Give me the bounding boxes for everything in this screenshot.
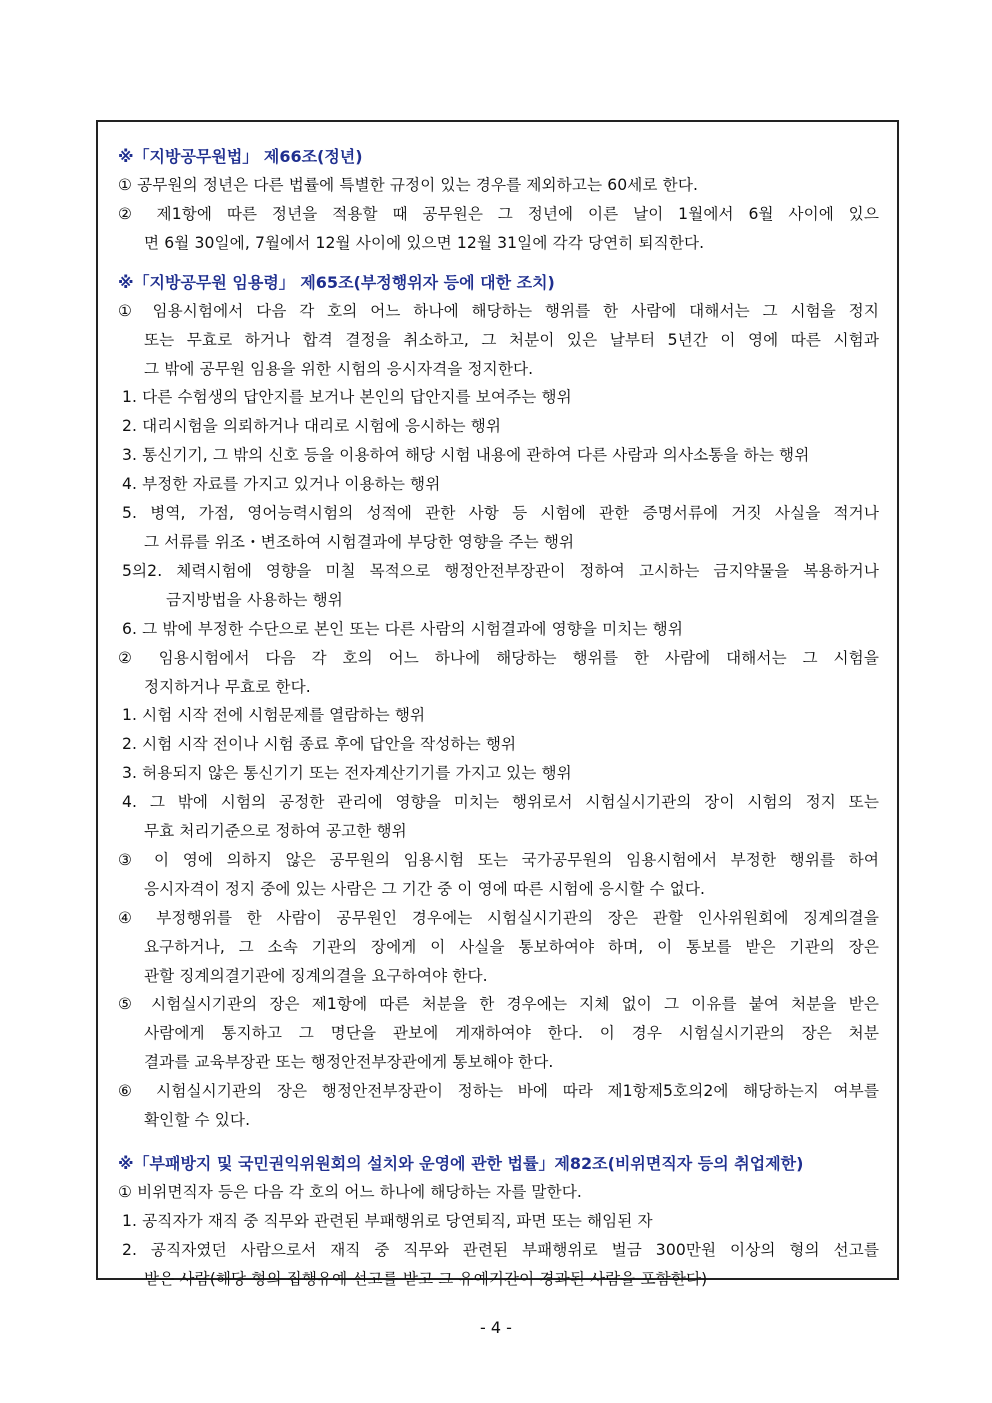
text-line: 정지하거나 무효로 한다. bbox=[144, 677, 311, 696]
text-line: 응시자격이 정지 중에 있는 사람은 그 기간 중 이 영에 따른 시험에 응시할 수 없다. bbox=[144, 879, 706, 898]
text-line: ② 제1항에 따른 정년을 적용할 때 공무원은 그 정년에 이른 날이 1월에서 6월 사이에 있으 bbox=[118, 204, 879, 223]
text-line: ① 비위면직자 등은 다음 각 호의 어느 하나에 해당하는 자를 말한다. bbox=[118, 1183, 582, 1201]
text-line: 2. 공직자였던 사람으로서 재직 중 직무와 관련된 부패행위로 벌금 300만원 이상의 형의 선고를 bbox=[122, 1240, 879, 1259]
section-heading: ※「지방공무원법」 제66조(정년) bbox=[118, 147, 363, 166]
text-line: 결과를 교육부장관 또는 행정안전부장관에게 통보해야 한다. bbox=[144, 1053, 554, 1072]
text-line: 면 6월 30일에, 7월에서 12월 사이에 있으면 12월 31일에 각각 당연히 퇴직한다. bbox=[144, 233, 705, 252]
text-line: ④ 부정행위를 한 사람이 공무원인 경우에는 시험실시기관의 장은 관할 인사위원회에 징계의결을 bbox=[118, 908, 879, 927]
page-number: - 4 - bbox=[480, 1318, 512, 1337]
text-line: 무효 처리기준으로 정하여 공고한 행위 bbox=[144, 822, 407, 841]
text-line: 1. 시험 시작 전에 시험문제를 열람하는 행위 bbox=[122, 706, 426, 725]
text-line: 3. 허용되지 않은 통신기기 또는 전자계산기기를 가지고 있는 행위 bbox=[122, 764, 572, 783]
text-line: ③ 이 영에 의하지 않은 공무원의 임용시험 또는 국가공무원의 임용시험에서 부정한 행위를 하여 bbox=[118, 850, 879, 869]
text-line: 관할 징계의결기관에 징계의결을 요구하여야 한다. bbox=[144, 966, 488, 985]
text-line: ⑤ 시험실시기관의 장은 제1항에 따른 처분을 한 경우에는 지체 없이 그 이유를 붙여 처분을 받은 bbox=[118, 995, 879, 1014]
text-line: 금지방법을 사용하는 행위 bbox=[166, 590, 343, 609]
text-line: 1. 공직자가 재직 중 직무와 관련된 부패행위로 당연퇴직, 파면 또는 해임된 자 bbox=[122, 1211, 653, 1230]
text-line: 3. 통신기기, 그 밖의 신호 등을 이용하여 해당 시험 내용에 관하여 다른 사람과 의사소통을 하는 행위 bbox=[122, 446, 810, 465]
text-line: 그 밖에 공무원 임용을 위한 시험의 응시자격을 정지한다. bbox=[144, 359, 534, 378]
text-line: 4. 부정한 자료를 가지고 있거나 이용하는 행위 bbox=[122, 475, 441, 494]
text-line: 6. 그 밖에 부정한 수단으로 본인 또는 다른 사람의 시험결과에 영향을 미치는 행위 bbox=[122, 619, 683, 638]
text-line: 사람에게 통지하고 그 명단을 관보에 게재하여야 한다. 이 경우 시험실시기관의 장은 처분 bbox=[144, 1024, 879, 1043]
document-body bbox=[118, 142, 879, 1294]
text-line: ② 임용시험에서 다음 각 호의 어느 하나에 해당하는 행위를 한 사람에 대해서는 그 시험을 bbox=[118, 648, 879, 667]
text-line: 5의2. 체력시험에 영향을 미칠 목적으로 행정안전부장관이 정하여 고시하는 금지약물을 복용하거나 bbox=[122, 561, 879, 580]
section-heading: ※「부패방지 및 국민권익위원회의 설치와 운영에 관한 법률」제82조(비위면직자 등의 취업제한) bbox=[118, 1154, 804, 1173]
text-line: ⑥ 시험실시기관의 장은 행정안전부장관이 정하는 바에 따라 제1항제5호의2에 해당하는지 여부를 bbox=[118, 1082, 879, 1101]
text-line: 5. 병역, 가점, 영어능력시험의 성적에 관한 사항 등 시험에 관한 증명서류에 거짓 사실을 적거나 bbox=[122, 504, 879, 523]
text-line: 또는 무효로 하거나 합격 결정을 취소하고, 그 처분이 있은 날부터 5년간 이 영에 따른 시험과 bbox=[144, 330, 879, 349]
text-line: 2. 시험 시작 전이나 시험 종료 후에 답안을 작성하는 행위 bbox=[122, 735, 517, 754]
text-line: ① 임용시험에서 다음 각 호의 어느 하나에 해당하는 행위를 한 사람에 대해서는 그 시험을 정지 bbox=[118, 301, 879, 320]
text-line: ① 공무원의 정년은 다른 법률에 특별한 규정이 있는 경우를 제외하고는 60세로 한다. bbox=[118, 176, 699, 194]
text-line: 요구하거나, 그 소속 기관의 장에게 이 사실을 통보하여야 하며, 이 통보를 받은 기관의 장은 bbox=[144, 937, 879, 956]
text-line: 2. 대리시험을 의뢰하거나 대리로 시험에 응시하는 행위 bbox=[122, 417, 502, 436]
text-line: 그 서류를 위조・변조하여 시험결과에 부당한 영향을 주는 행위 bbox=[144, 532, 575, 551]
section-heading: ※「지방공무원 임용령」 제65조(부정행위자 등에 대한 조치) bbox=[118, 272, 555, 292]
text-line: 받은 사람(해당 형의 집행유예 선고를 받고 그 유예기간이 경과된 사람을 포함한다) bbox=[144, 1269, 708, 1288]
text-line: 1. 다른 수험생의 답안지를 보거나 본인의 답안지를 보여주는 행위 bbox=[122, 388, 572, 407]
content-box bbox=[96, 120, 899, 1288]
text-line: 확인할 수 있다. bbox=[144, 1111, 251, 1130]
text-line: 4. 그 밖에 시험의 공정한 관리에 영향을 미치는 행위로서 시험실시기관의 장이 시험의 정지 또는 bbox=[122, 793, 879, 812]
